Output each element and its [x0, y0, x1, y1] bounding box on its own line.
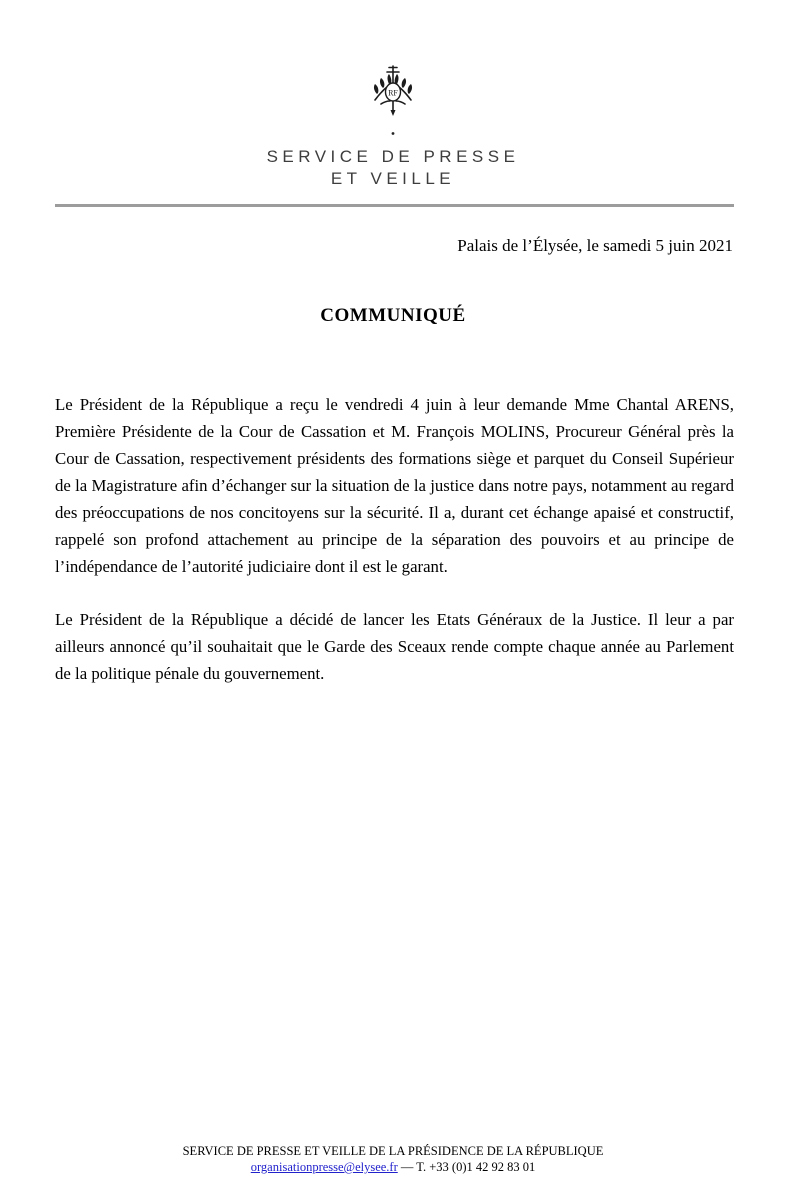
service-title-line1: SERVICE DE PRESSE	[266, 147, 520, 166]
document-body	[55, 391, 734, 713]
paragraph-2: Le Président de la République a décidé de lancer les Etats Généraux de la Justice. Il leur a par ailleurs annoncé qu’il souhaitait que le Garde des Sceaux rende compte chaque année au Parlement de la politique pénale du gouvernement.	[55, 610, 734, 683]
email-link[interactable]: organisationpresse@elysee.fr	[250, 1160, 398, 1174]
header-divider	[55, 204, 734, 207]
rf-monogram: RF	[388, 88, 398, 98]
ring-dot	[392, 132, 395, 135]
footer-contact-line	[0, 1159, 786, 1175]
footer	[0, 1143, 786, 1175]
service-title	[0, 146, 786, 190]
service-title-line2: ET VEILLE	[330, 169, 456, 188]
paragraph-1: Le Président de la République a reçu le vendredi 4 juin à leur demande Mme Chantal ARENS, Première Présidente de la Cour de Cassation et M. François MOLINS, Procureur Général près la Cour de Cassation, respectivement présidents des formations siège et parquet du Conseil Supérieur de la Magistrature afin d’échanger sur la situation de la justice dans notre pays, notamment au regard des préoccupations de nos concitoyens sur la sécurité. Il a, durant cet échange apaisé et constructif, rappelé son profond attachement au principe de la séparation des pouvoirs et au principe de l’indépendance de l’autorité judiciaire dont il est le garant.	[55, 395, 734, 576]
footer-phone: — T. +33 (0)1 42 92 83 01	[397, 1160, 536, 1174]
page-title: COMMUNIQUÉ	[320, 305, 466, 326]
footer-service-line: SERVICE DE PRESSE ET VEILLE DE LA PRÉSIDENCE DE LA RÉPUBLIQUE	[182, 1144, 604, 1158]
presidency-logo	[0, 36, 786, 148]
presidency-emblem-icon	[337, 36, 449, 148]
dateline: Palais de l’Élysée, le samedi 5 juin 2021	[457, 236, 733, 255]
